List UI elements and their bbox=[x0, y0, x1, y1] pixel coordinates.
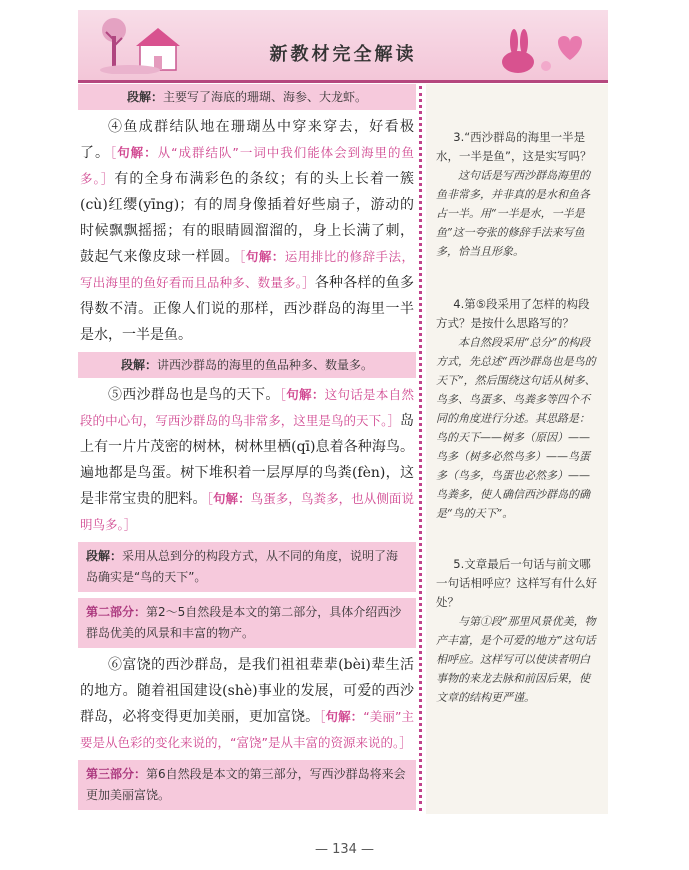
question-list bbox=[426, 84, 608, 707]
note-open-bracket: ［ bbox=[239, 249, 246, 264]
answer-4: 本自然段采用“总分”的构段方式，先总述“西沙群岛也是鸟的天下”，然后围绕这句话从树多、鸟多、鸟蛋多、鸟粪多等四个不同的角度进行分述。其思路是：鸟的天下——树多（原因）——鸟多（树多必然鸟多）——鸟蛋多（鸟多，鸟蛋也必然多）——鸟粪多，使人确信西沙群岛的确是“鸟的天下”。 bbox=[436, 336, 596, 520]
paragraph-4 bbox=[78, 110, 416, 352]
note-label: 句解： bbox=[212, 491, 251, 506]
note-label: 句解： bbox=[117, 145, 158, 160]
note-close-bracket: ］ bbox=[100, 171, 115, 186]
paragraph-analysis-box bbox=[78, 352, 416, 378]
box-text: 主要写了海底的珊瑚、海参、大龙虾。 bbox=[163, 90, 368, 104]
part-summary-box bbox=[78, 598, 416, 648]
box-text: 采用从总到分的构段方式，从不同的角度，说明了海岛确实是“鸟的天下”。 bbox=[86, 549, 399, 584]
paragraph-analysis-box bbox=[78, 542, 416, 592]
part-summary-box bbox=[78, 760, 416, 810]
box-text: 第2～5自然段是本文的第二部分，具体介绍西沙群岛优美的风景和丰富的物产。 bbox=[86, 605, 402, 640]
note-text: 这句话是本自然段的中心句，写西沙群岛的鸟非常多，这里是鸟的天下。 bbox=[80, 387, 414, 428]
paragraph-text: ⑤西沙群岛也是鸟的天下。 bbox=[108, 387, 280, 403]
answer-3: 这句话是写西沙群岛海里的鱼非常多，并非真的是水和鱼各占一半。用“一半是水，一半是鱼”这一夸张的修辞手法来写鱼多，恰当且形象。 bbox=[436, 169, 590, 258]
note-close-bracket: ］ bbox=[302, 275, 315, 290]
note-text: 从“成群结队”一词中我们能体会到海里的鱼多。 bbox=[80, 145, 415, 186]
note-label: 句解： bbox=[325, 709, 364, 724]
note-open-bracket: ［ bbox=[279, 387, 287, 402]
page-number: — 134 — bbox=[314, 842, 375, 857]
box-label: 段解： bbox=[120, 358, 157, 372]
note-label: 句解： bbox=[245, 249, 285, 264]
paragraph-text: ⑥富饶的西沙群岛，是我们祖祖辈辈(bèi)辈生活的地方。随着祖国建设(shè)事业的发展，可爱的西沙群岛，必将变得更加美丽，更加富饶。 bbox=[80, 657, 414, 725]
answer-5: 与第①段“那里风景优美，物产丰富，是个可爱的地方”这句话相呼应。这样写可以使读者明白事物的来龙去脉和前因后果，使文章的结构更严谨。 bbox=[436, 615, 596, 704]
column-divider bbox=[419, 86, 422, 811]
paragraph-analysis-box bbox=[78, 84, 416, 110]
box-label: 第二部分： bbox=[86, 605, 147, 619]
note-text: 鸟蛋多，鸟粪多，也从侧面说明鸟多。 bbox=[80, 491, 414, 532]
note-text: “美丽”主要是从色彩的变化来说的，“富饶”是从丰富的资源来说的。 bbox=[80, 709, 414, 750]
rabbit-heart-illustration bbox=[488, 20, 588, 76]
note-open-bracket: ［ bbox=[109, 145, 118, 160]
paragraph-text: ④鱼成群结队地在珊瑚丛中穿来穿去，好看极了。 bbox=[80, 119, 414, 161]
paragraph-6 bbox=[78, 648, 416, 760]
paragraph-text: 有的全身布满彩色的条纹；有的头上长着一簇(cù)红缨(yīng)；有的周身像插着好些扇子，游动的时候飘飘摇摇；有的眼睛圆溜溜的，身上长满了刺，鼓起气来像皮球一样圆。 bbox=[80, 171, 414, 265]
box-label: 段解： bbox=[126, 90, 163, 104]
box-text: 讲西沙群岛的海里的鱼品种多、数量多。 bbox=[157, 358, 374, 372]
paragraph-text: 各种各样的鱼多得数不清。正像人们说的那样，西沙群岛的海里一半是水，一半是鱼。 bbox=[80, 275, 414, 343]
main-column bbox=[78, 84, 416, 810]
paragraph-5 bbox=[78, 378, 416, 542]
box-label: 段解： bbox=[86, 549, 123, 563]
note-close-bracket: ］ bbox=[399, 735, 412, 750]
box-label: 第三部分： bbox=[86, 767, 147, 781]
note-close-bracket: ］ bbox=[387, 413, 400, 428]
page-header bbox=[78, 10, 608, 83]
paragraph-text: 岛上有一片片茂密的树林，树林里栖(qī)息着各种海鸟。遍地都是鸟蛋。树下堆积着一层厚厚的鸟粪(fèn)，这是非常宝贵的肥料。 bbox=[80, 413, 414, 507]
sidebar-questions bbox=[426, 84, 608, 814]
question-5: 5.文章最后一句话与前文哪一句话相呼应？这样写有什么好处？ bbox=[436, 557, 597, 609]
box-text: 第6自然段是本文的第三部分，写西沙群岛将来会更加美丽富饶。 bbox=[86, 767, 406, 802]
note-close-bracket: ］ bbox=[123, 517, 137, 532]
question-4: 4.第⑤段采用了怎样的构段方式？是按什么思路写的？ bbox=[436, 297, 590, 330]
note-label: 句解： bbox=[286, 387, 325, 402]
note-text: 运用排比的修辞手法，写出海里的鱼好看而且品种多、数量多。 bbox=[80, 249, 414, 290]
header-title: 新教材完全解读 bbox=[269, 44, 417, 65]
note-open-bracket: ［ bbox=[206, 491, 213, 506]
note-open-bracket: ［ bbox=[319, 709, 326, 724]
question-3: 3.“西沙群岛的海里一半是水，一半是鱼”，这是实写吗？ bbox=[436, 130, 592, 163]
